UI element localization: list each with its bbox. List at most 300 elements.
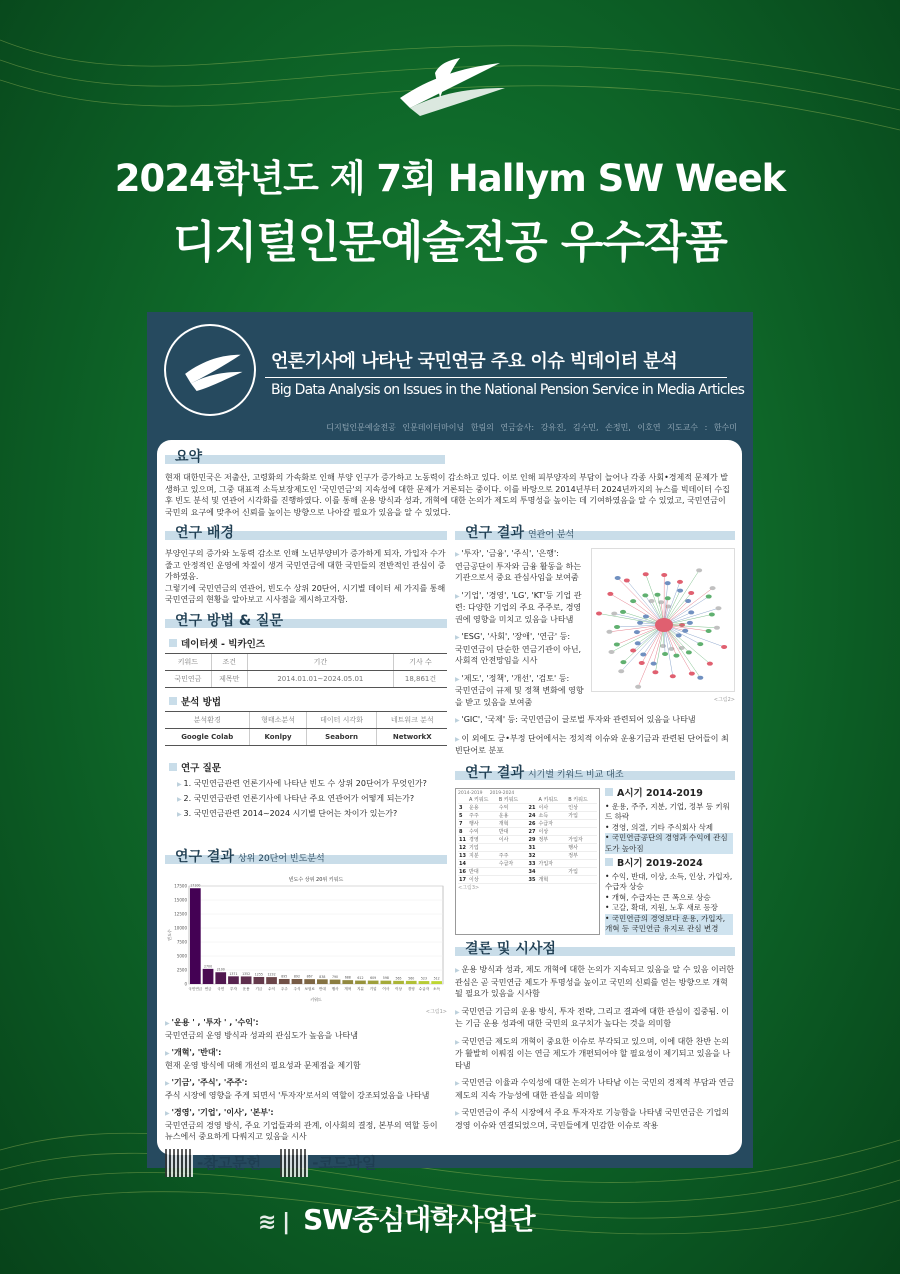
- table-cell: [567, 820, 597, 828]
- table-header: 조건: [211, 654, 247, 671]
- network-heading: 연구 결과: [465, 525, 524, 541]
- bar: [203, 969, 214, 984]
- x-tick-label: 주식: [293, 987, 301, 991]
- network-node: [682, 629, 688, 633]
- university-seal-icon: [164, 324, 256, 416]
- x-tick-label: 개혁: [344, 987, 352, 991]
- x-tick-label: 소득: [433, 987, 441, 991]
- bar: [393, 981, 404, 984]
- table-cell: 국민연금: [165, 671, 211, 688]
- finding-item: [165, 1107, 447, 1143]
- bar: [279, 979, 290, 984]
- network-graph: [591, 548, 735, 692]
- table-cell: 개혁: [538, 876, 568, 884]
- table-cell: 반대: [468, 868, 498, 876]
- network-node: [630, 599, 636, 603]
- table-cell: [538, 852, 568, 860]
- period-a-item: • 국민연금공단의 경영과 수익에 관심도가 높아짐: [605, 833, 733, 854]
- finding-keywords: '투자', '금융', '주식', '은행':: [461, 549, 559, 558]
- summary-text: 현재 대한민국은 저출산, 고령화의 가속화로 인해 부양 인구가 증가하고 노동력이 감소하고 있다. 이로 인해 피부양자의 부담이 늘어나 각종 사회•경제적 문제가 발생하고 있으며, 그중 대표적 소득보장제도인 '국민연금'의 지속성에 대한 문제가 거론되는 중이다. 이를 바탕으로 2014년부터 2024년까지의 뉴스를 빅데이터 수집 후 빈도 분석 및 연관어 시각화를 진행하였다. 이를 통해 운용 방식과 성과, 개혁에 대한 논의가 제도의 투명성을 높이는 데 기여하였음을 알 수 있었고, 국민연금이 국민의 요구에 맞추어 신뢰를 높이는 방향으로 나아갈 필요가 있음을 알 수 있었다.: [165, 473, 730, 517]
- bar: [304, 979, 315, 984]
- network-node: [710, 586, 716, 590]
- period-heading: 연구 결과: [465, 765, 524, 781]
- bar: [419, 981, 430, 984]
- bar-value-label: 612: [357, 976, 364, 981]
- table-cell: [538, 844, 568, 852]
- y-tick-label: 7500: [176, 939, 187, 945]
- dataset-heading: 데이터셋 - 빅카인즈: [169, 636, 447, 650]
- frequency-heading: 연구 결과: [175, 849, 234, 865]
- poster-subtitle: Big Data Analysis on Issues in the National Pension Service in Media Articles: [271, 382, 745, 398]
- table-cell: 14: [458, 860, 468, 868]
- frequency-section: [165, 846, 447, 1177]
- table-cell: 행사: [567, 844, 597, 852]
- table-header: B 키워드: [498, 796, 528, 804]
- network-node: [649, 599, 655, 603]
- network-node: [688, 610, 694, 614]
- conclusion-item: ▶ 국민연금 기금의 운용 방식, 투자 전략, 그리고 결과에 대한 관심이 집중됨. 이는 기금 운용 성과에 대한 국민의 요구치가 높다는 것을 의미함: [455, 1006, 735, 1030]
- dataset-table: [165, 653, 447, 688]
- summary-heading: 요약: [175, 449, 203, 465]
- finding-text: 국민연금이 단순한 연금기관이 아닌, 사회적 안전망임을 시사: [455, 644, 582, 665]
- table-cell: [498, 876, 528, 884]
- analysis-heading: 분석 방법: [169, 694, 447, 708]
- table-cell: 21: [528, 804, 538, 812]
- network-node: [714, 626, 720, 630]
- bar-value-label: 895: [281, 974, 288, 979]
- network-node: [614, 625, 620, 629]
- bar-value-label: 1232: [267, 972, 276, 977]
- period-b-item: • 국민연금의 경영보다 운용, 가입자, 개혁 등 국민연금 유지로 관심 변경: [605, 914, 733, 935]
- finding-item: [165, 1017, 447, 1041]
- network-node: [670, 674, 676, 678]
- finding-item: [455, 673, 585, 709]
- network-node: [607, 592, 613, 596]
- network-node: [709, 612, 715, 616]
- bar: [406, 981, 417, 984]
- award-title: 디지털인문예술전공 우수작품: [173, 217, 727, 268]
- finding-keywords: '개혁', '반대':: [171, 1048, 222, 1057]
- background-section: [165, 522, 447, 606]
- table-row: [458, 804, 597, 812]
- table-cell: 인상: [567, 804, 597, 812]
- table-cell: [567, 828, 597, 836]
- network-edge: [664, 625, 700, 678]
- research-question: ▶ 2. 국민연금관련 언론기사에 나타난 주요 연관어가 어떻게 되는가?: [177, 793, 447, 804]
- table-cell: 이상: [538, 828, 568, 836]
- table-cell: 11: [458, 836, 468, 844]
- table-row: [458, 852, 597, 860]
- finding-text: 국민연금의 경영 방식, 주요 기업들과의 관계, 이사회의 결정, 본부의 역할 등이 뉴스에서 중요하게 다뤄지고 있음을 시사: [165, 1120, 438, 1141]
- table-cell: 8: [458, 828, 468, 836]
- bar-value-label: 688: [344, 975, 351, 980]
- network-node: [697, 642, 703, 646]
- table-cell: 수익: [498, 804, 528, 812]
- analysis-table: [165, 711, 447, 746]
- table-cell: Konlpy: [250, 729, 306, 746]
- table-header: 형태소분석: [250, 712, 306, 729]
- finding-item: ▶ 'GIC', '국제' 등: 국민연금이 글로벌 투자와 관련되어 있음을 나타냄: [455, 714, 735, 727]
- x-tick-label: 기금: [255, 987, 263, 991]
- x-tick-label: 반대: [318, 987, 326, 991]
- network-node: [687, 621, 693, 625]
- bar-value-label: 790: [332, 975, 339, 980]
- table-cell: 이사: [538, 804, 568, 812]
- table-cell: 12: [458, 844, 468, 852]
- table-cell: 개혁: [498, 820, 528, 828]
- y-tick-label: 0: [184, 981, 187, 987]
- table-cell: 32: [528, 852, 538, 860]
- table-row: [458, 820, 597, 828]
- bar: [215, 972, 226, 984]
- bar: [266, 977, 277, 984]
- finding-keywords: '기금', '주식', '주주':: [171, 1078, 248, 1087]
- network-node: [660, 644, 666, 648]
- table-cell: [538, 868, 568, 876]
- period-b-item: • 고갈, 확대, 지원, 노후 새로 등장: [605, 903, 718, 912]
- network-node: [635, 641, 641, 645]
- network-node: [624, 578, 630, 582]
- keyword-comparison-table: [455, 788, 600, 935]
- network-center-node: [655, 618, 673, 632]
- bar-value-label: 892: [293, 974, 300, 979]
- table-cell: 수급자: [498, 860, 528, 868]
- network-node: [686, 650, 692, 654]
- period-a-item: • 운용, 주주, 지분, 기업, 정부 등 키워드 하락: [605, 801, 730, 821]
- references-label: -참고문헌: [197, 1154, 262, 1172]
- conclusion-item: ▶ 국민연금이 주식 시장에서 주요 투자자로 기능함을 나타냄 국민연금은 기업의 경영 이슈와 연결되었으며, 국민들에게 민감한 이슈로 작용: [455, 1107, 735, 1131]
- background-heading: 연구 배경: [175, 525, 234, 541]
- x-tick-label: 운용: [242, 987, 250, 991]
- table-cell: 수급자: [538, 820, 568, 828]
- x-tick-label: 행사: [331, 987, 339, 991]
- network-node: [637, 621, 643, 625]
- poster: [147, 312, 753, 1172]
- table-cell: 행사: [468, 820, 498, 828]
- title-divider: [265, 377, 727, 378]
- conclusion-item: ▶ 국민연금 제도의 개혁이 중요한 이슈로 부각되고 있으며, 이에 대한 찬반 논의가 활발히 이뤄짐 이는 연금 제도가 개편되어야 할 필요성이 제기되고 있음을 나타냄: [455, 1036, 735, 1072]
- hallym-logo-icon: ≋ |: [258, 1210, 290, 1235]
- finding-keywords: '경영', '기업', '이사', '본부':: [171, 1108, 274, 1117]
- finding-keywords: '기업', '경영', 'LG', 'KT'등 기업 관련:: [455, 590, 582, 612]
- bar: [355, 981, 366, 984]
- table-cell: 가입자: [567, 836, 597, 844]
- conclusion-section: [455, 938, 735, 1137]
- table-cell: 운용: [468, 804, 498, 812]
- network-section: [455, 522, 735, 763]
- table-cell: 34: [528, 868, 538, 876]
- bar-value-label: 1352: [242, 971, 251, 976]
- table-cell: 2014.01.01~2024.05.01: [247, 671, 393, 688]
- network-node: [665, 581, 671, 585]
- finding-text: 국민연금의 운영 방식과 성과의 관심도가 높음을 나타냄: [165, 1030, 358, 1040]
- chart-title: 빈도수 상위 20위 키워드: [288, 877, 344, 883]
- network-subheading: 연관어 분석: [527, 530, 575, 540]
- table-cell: 지분: [468, 852, 498, 860]
- table-cell: 정부: [538, 836, 568, 844]
- table-row: [458, 876, 597, 884]
- table-cell: 이사: [498, 836, 528, 844]
- table-cell: 31: [528, 844, 538, 852]
- bar-value-label: 523: [420, 976, 427, 981]
- table-header: 네트워크 분석: [377, 712, 447, 729]
- x-tick-label: 경영: [407, 987, 415, 991]
- table-header: 기사 수: [394, 654, 447, 671]
- table-header: A 키워드: [538, 796, 568, 804]
- network-node: [620, 660, 626, 664]
- x-tick-label: 국민연금: [188, 987, 203, 991]
- y-tick-label: 5000: [176, 953, 187, 959]
- table-cell: 18,861건: [394, 671, 447, 688]
- poster-title: 언론기사에 나타난 국민연금 주요 이슈 빅데이터 분석: [271, 351, 678, 372]
- table-cell: 3: [458, 804, 468, 812]
- network-node: [689, 672, 695, 676]
- x-tick-label: 수급자: [418, 987, 430, 991]
- x-tick-label: 국민: [217, 987, 225, 991]
- network-node: [676, 633, 682, 637]
- network-node: [721, 645, 727, 649]
- x-tick-label: 지분: [356, 987, 364, 991]
- network-node: [651, 662, 657, 666]
- network-node: [615, 576, 621, 580]
- table-cell: 이상: [468, 876, 498, 884]
- network-node: [654, 593, 660, 597]
- table-cell: 운용: [498, 812, 528, 820]
- bar-value-label: 838: [319, 974, 326, 979]
- table-cell: [567, 860, 597, 868]
- network-node: [630, 648, 636, 652]
- bar-value-label: 1371: [229, 971, 238, 976]
- questions-heading: 연구 질문: [169, 760, 447, 774]
- x-tick-label: 연금: [204, 987, 212, 991]
- code-label: -코드파일: [312, 1154, 377, 1172]
- y-tick-label: 15000: [174, 897, 187, 903]
- network-node: [715, 606, 721, 610]
- bar-value-label: 565: [395, 976, 402, 981]
- table-row: [458, 836, 597, 844]
- table-header: A 키워드: [468, 796, 498, 804]
- network-node: [635, 685, 641, 689]
- table-cell: 주주: [498, 852, 528, 860]
- bar-value-label: 867: [306, 974, 313, 979]
- summary-section: [165, 446, 733, 518]
- finding-keywords: '운용 ' , '투자 ' , '수익':: [171, 1018, 259, 1027]
- bar: [431, 981, 442, 984]
- table-cell: 반대: [498, 828, 528, 836]
- table-cell: 17: [458, 876, 468, 884]
- background-text: 부양인구의 증가와 노동력 감소로 인해 노년부양비가 증가하게 되자, 가입자 수가 줄고 안정적인 운영에 차질이 생겨 국민연금에 대한 국민들의 전반적인 관심이 증가하였음.: [165, 549, 446, 581]
- table-header: 데이터 시각화: [306, 712, 377, 729]
- table-header: 키워드: [165, 654, 211, 671]
- network-node: [639, 661, 645, 665]
- table-cell: 16: [458, 868, 468, 876]
- finding-keywords: 'ESG', '사회', '장애', '연금' 등:: [461, 632, 571, 641]
- table-row: [458, 868, 597, 876]
- poster-content-card: [157, 440, 742, 1172]
- x-tick-label: 수익: [268, 987, 276, 991]
- table-cell: 가입: [567, 868, 597, 876]
- network-node: [620, 610, 626, 614]
- network-node: [642, 593, 648, 597]
- network-node: [614, 642, 620, 646]
- event-title: 2024학년도 제 7회 Hallym SW Week: [114, 157, 786, 200]
- x-tick-label: 기업: [369, 987, 377, 991]
- table-cell: 경영: [468, 836, 498, 844]
- table-cell: 27: [528, 828, 538, 836]
- x-tick-label: 이상: [395, 987, 403, 991]
- table-row: [458, 812, 597, 820]
- finding-item: [165, 1077, 447, 1101]
- conclusion-heading: 결론 및 시사점: [465, 941, 556, 957]
- frequency-bar-chart: [165, 872, 447, 1004]
- finding-text: 국민연금이 규제 및 정책 변화에 영향을 받고 있음을 보여줌: [455, 686, 584, 707]
- finding-text: 주식 시장에 영향을 주게 되면서 '투자자'로서의 역할이 강조되었음을 나타냄: [165, 1090, 430, 1100]
- figure-caption: <그림2>: [713, 697, 735, 703]
- footer-text: SW중심대학사업단: [303, 1203, 535, 1236]
- table-header: 분석환경: [165, 712, 250, 729]
- period-subheading: 시기별 키워드 비교 대조: [527, 770, 624, 780]
- network-node: [707, 662, 713, 666]
- finding-text: 현재 운영 방식에 대해 개선의 필요성과 문제점을 제기함: [165, 1060, 361, 1070]
- table-row: [458, 860, 597, 868]
- footer-logo: [258, 1198, 535, 1238]
- period-b-item: • 수익, 반대, 이상, 소득, 인상, 가입자, 수급자 상승: [605, 871, 733, 891]
- table-cell: 수익: [468, 828, 498, 836]
- table-cell: 주주: [468, 812, 498, 820]
- network-node: [706, 629, 712, 633]
- network-node: [643, 614, 649, 618]
- bar: [342, 980, 353, 984]
- table-header: 기간: [247, 654, 393, 671]
- table-cell: Seaborn: [306, 729, 377, 746]
- period-a-heading: A시기 2014-2019: [605, 788, 733, 800]
- table-cell: 13: [458, 852, 468, 860]
- network-node: [596, 612, 602, 616]
- network-node: [677, 580, 683, 584]
- table-cell: 가입자: [538, 860, 568, 868]
- network-node: [662, 652, 668, 656]
- table-cell: 26: [528, 820, 538, 828]
- hallym-logo-icon: [390, 58, 510, 120]
- network-node: [618, 669, 624, 673]
- code-qr-code[interactable]: [280, 1149, 308, 1177]
- bar-value-label: 512: [433, 976, 440, 981]
- bar-value-label: 2700: [203, 964, 213, 969]
- x-tick-label: 보험료: [304, 987, 315, 991]
- method-heading: 연구 방법 & 질문: [175, 613, 283, 629]
- bar: [317, 979, 328, 984]
- bar-value-label: 598: [382, 976, 389, 981]
- bar-value-label: 609: [370, 976, 377, 981]
- network-node: [688, 591, 694, 595]
- network-node: [697, 676, 703, 680]
- background-text-2: 그렇기에 국민연금의 연관어, 빈도수 상위 20단어, 시기별 데이터 세 가지를 통해 국민연금의 현황을 알아보고 시사점을 제시하고자함.: [165, 583, 446, 604]
- y-tick-label: 17500: [174, 883, 187, 889]
- bar: [254, 977, 265, 984]
- network-edge: [623, 625, 664, 662]
- network-node: [696, 568, 702, 572]
- table-cell: 33: [528, 860, 538, 868]
- network-node: [706, 595, 712, 599]
- finding-item: [455, 631, 585, 667]
- bar: [368, 981, 379, 984]
- y-tick-label: 10000: [174, 925, 187, 931]
- table-cell: 소득: [538, 812, 568, 820]
- bar-value-label: 1255: [254, 972, 263, 977]
- network-node: [665, 596, 671, 600]
- table-cell: 가입: [567, 812, 597, 820]
- table-row: [458, 844, 597, 852]
- finding-item: ▶ 이 외에도 긍•부정 단어에서는 정치적 이슈와 운용기금과 관련된 단어들이 최빈단어로 분포: [455, 733, 735, 757]
- bar: [330, 980, 341, 984]
- table-cell: 29: [528, 836, 538, 844]
- finding-keywords: '제도', '정책', '개선', '검토' 등:: [461, 673, 570, 683]
- references-qr-code[interactable]: [165, 1149, 193, 1177]
- table-cell: [498, 868, 528, 876]
- table-header: B 키워드: [567, 796, 597, 804]
- table-cell: Google Colab: [165, 729, 250, 746]
- figure-caption: <그림3>: [458, 885, 480, 891]
- bar: [190, 888, 201, 984]
- finding-text: 연금공단이 투자와 금융 활동을 하는 기관으로서 중요 관심사임을 보여줌: [455, 561, 582, 582]
- table-cell: 7: [458, 820, 468, 828]
- research-question: ▶ 3. 국민연금관련 2014~2024 시기별 단어는 차이가 있는가?: [177, 808, 447, 819]
- research-question: ▶ 1. 국민연금관련 언론기사에 나타난 빈도 수 상위 20단어가 무엇인가?: [177, 778, 447, 789]
- conclusion-item: ▶ 국민연금 이율과 수익성에 대한 논의가 나타남 이는 국민의 경제적 부담과 연금 제도의 지속 가능성에 대한 관심을 의미함: [455, 1077, 735, 1101]
- method-section: [165, 610, 447, 819]
- y-tick-label: 2500: [176, 967, 187, 973]
- network-node: [634, 630, 640, 634]
- table-cell: [468, 860, 498, 868]
- bar: [241, 976, 252, 984]
- conclusion-item: ▶ 운용 방식과 성과, 제도 개혁에 대한 논의가 지속되고 있음을 알 수 있음 이러한 관심은 곧 국민연금 제도가 투명성을 높이고 국민의 신뢰를 얻는 방향으로 개혁될 필요가 있음을 시사함: [455, 964, 735, 1000]
- bar: [228, 976, 239, 984]
- y-tick-label: 12500: [174, 911, 187, 917]
- period-label: 2019-2024: [489, 791, 515, 796]
- network-node: [673, 654, 679, 658]
- frequency-subheading: 상위 20단어 빈도분석: [237, 854, 325, 864]
- network-node: [661, 573, 667, 577]
- network-node: [685, 599, 691, 603]
- period-section: [455, 762, 735, 935]
- bar-value-label: 17100: [190, 883, 201, 888]
- finding-item: [455, 590, 585, 626]
- table-cell: 5: [458, 812, 468, 820]
- x-axis-label: 키워드: [310, 997, 322, 1002]
- table-cell: [498, 844, 528, 852]
- network-node: [677, 589, 683, 593]
- x-tick-label: 투자: [229, 987, 237, 991]
- period-b-item: • 개혁, 수급자는 큰 폭으로 상승: [605, 892, 711, 902]
- x-tick-label: 주주: [280, 987, 288, 991]
- bar-value-label: 2100: [216, 967, 225, 972]
- x-tick-label: 이사: [382, 987, 390, 991]
- table-cell: [567, 876, 597, 884]
- bar: [292, 979, 303, 984]
- network-node: [640, 652, 646, 656]
- period-b-heading: B시기 2019-2024: [605, 858, 733, 870]
- figure-caption: <그림1>: [425, 1009, 447, 1015]
- finding-item: [165, 1047, 447, 1071]
- table-cell: 24: [528, 812, 538, 820]
- network-node: [606, 630, 612, 634]
- network-node: [611, 612, 617, 616]
- network-node: [609, 650, 615, 654]
- finding-text: 다양한 기업의 주요 주주로, 경영권에 영향을 미치고 있음을 나타냄: [455, 603, 582, 624]
- bar: [381, 981, 392, 984]
- finding-item: [455, 548, 585, 584]
- y-axis-label: 빈도수: [167, 929, 172, 941]
